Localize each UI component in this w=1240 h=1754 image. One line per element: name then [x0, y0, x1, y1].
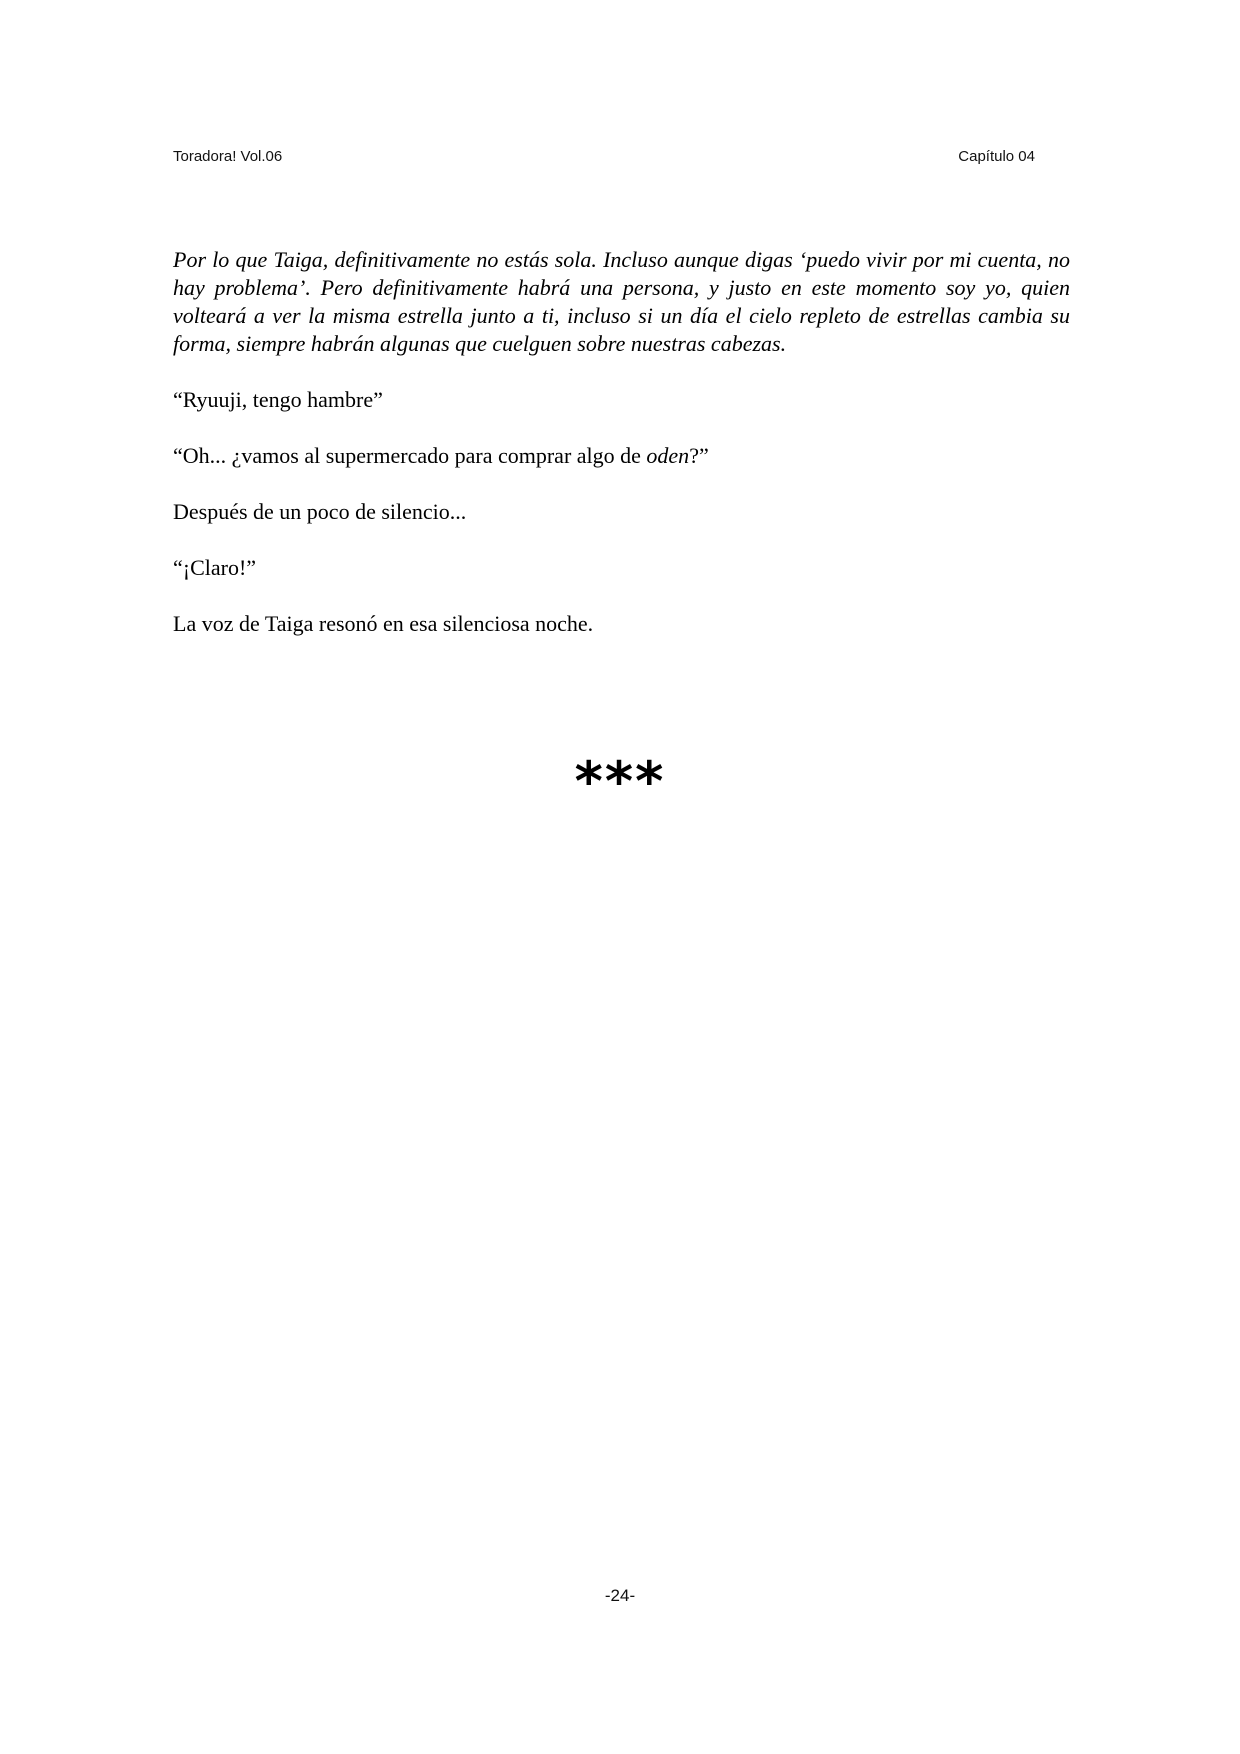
- paragraph-dialogue: [173, 442, 1070, 470]
- dialogue-text: ?”: [689, 443, 709, 468]
- dialogue-emphasis: oden: [646, 443, 690, 468]
- header-book-title: Toradora! Vol.06: [173, 148, 283, 165]
- paragraph-narration: La voz de Taiga resonó en esa silenciosa noche.: [173, 611, 594, 636]
- page-number: -24-: [604, 1586, 636, 1605]
- header-chapter: Capítulo 04: [958, 148, 1035, 165]
- paragraph-dialogue: “¡Claro!”: [173, 555, 257, 580]
- paragraph-narration: Por lo que Taiga, definitivamente no estás sola. Incluso aunque digas ‘puedo vivir por mi cuenta, no hay problema’. Pero definitivamente habrá una persona, y justo en este momento soy yo, quien volteará a ver la misma estrella junto a ti, incluso si un día el cielo repleto de estrellas cambia su forma, siempre habrán algunas que cuelguen sobre nuestras cabezas.: [173, 247, 1070, 356]
- chapter-body: [173, 246, 1070, 666]
- paragraph-dialogue: “Ryuuji, tengo hambre”: [173, 387, 383, 412]
- dialogue-text: “Oh... ¿vamos al supermercado para comprar algo de: [173, 443, 647, 468]
- scene-separator: ***: [574, 750, 666, 813]
- paragraph-narration: Después de un poco de silencio...: [173, 499, 467, 524]
